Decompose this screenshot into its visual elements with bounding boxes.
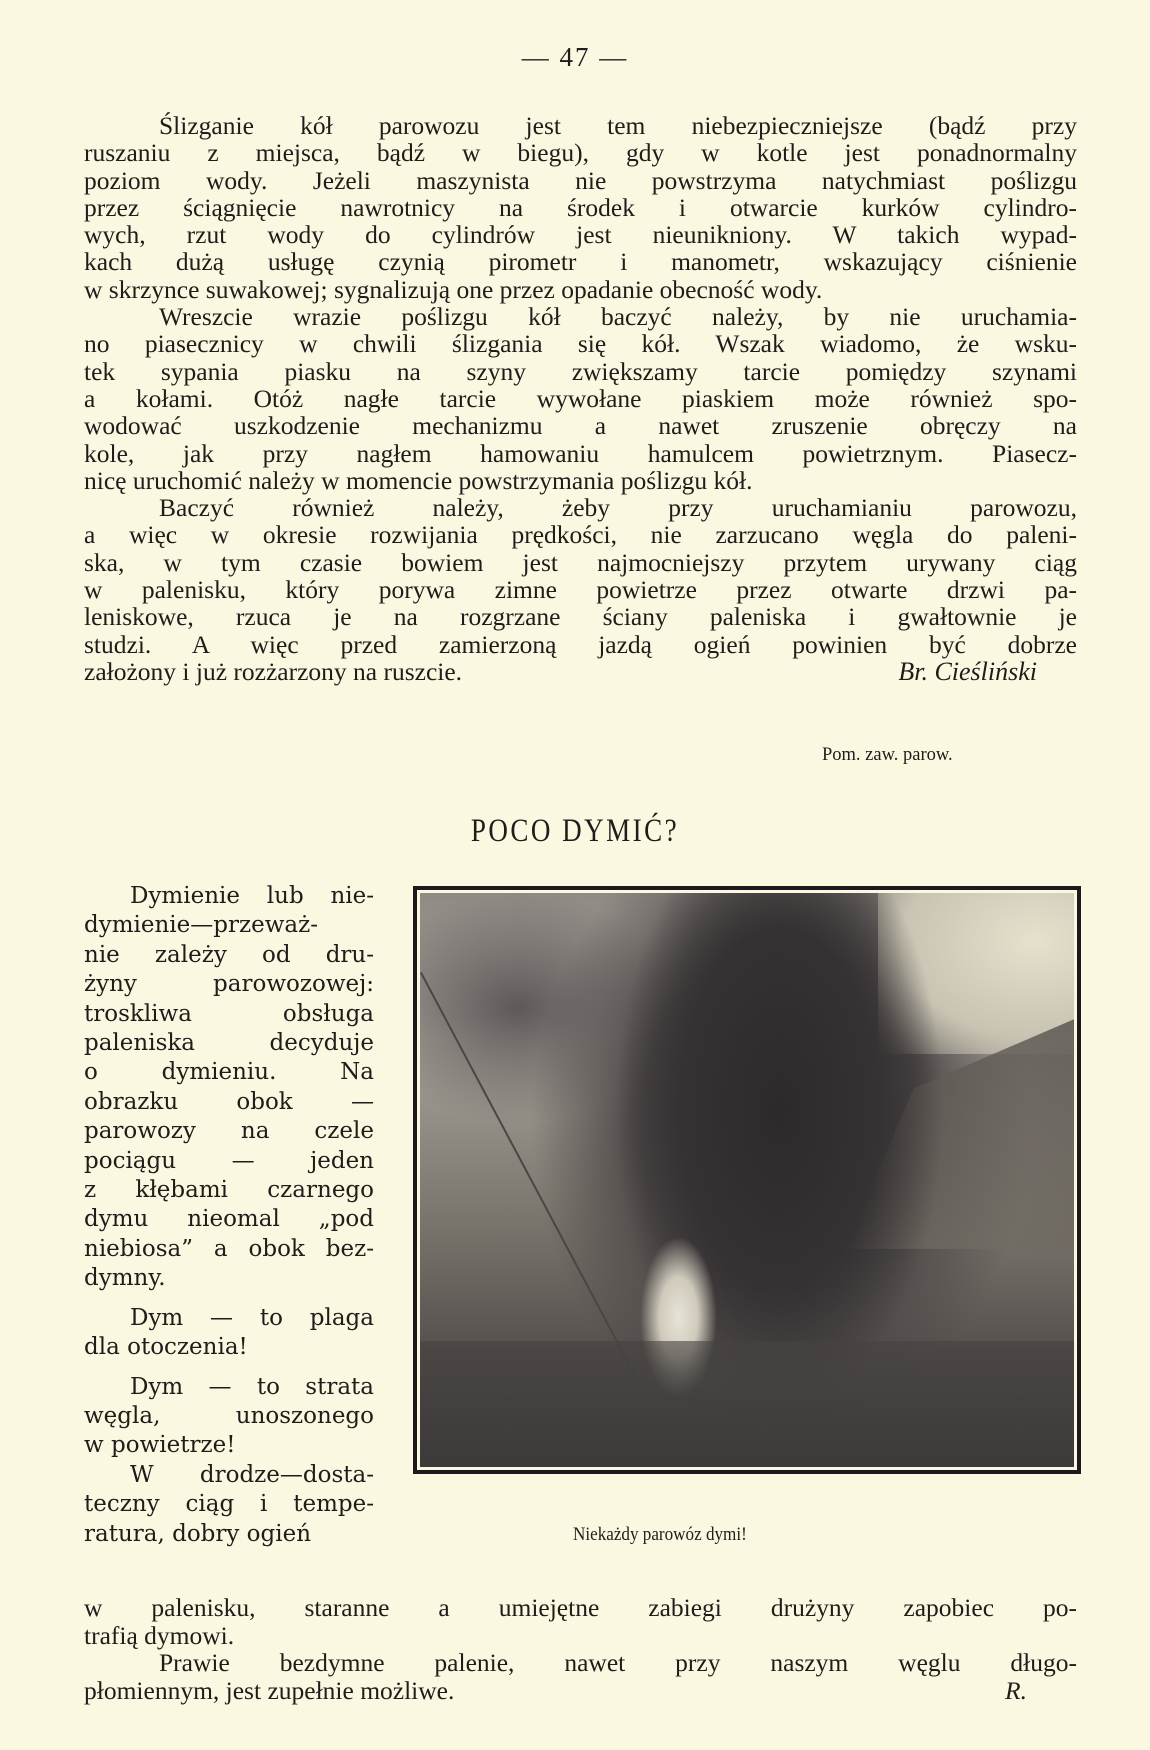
sidebar-line: ratura, dobry ogień [84,1520,312,1547]
article-sidebar-text [84,882,374,1549]
sidebar-line: nie zależy od dru- [84,941,374,968]
paragraph-line: Ślizganie kół parowozu jest tem niebezpieczniejsze (bądź przy [159,111,1077,140]
paragraph-line: wych, rzut wody do cylindrów jest nieunikniony. W takich wypad- [84,220,1077,250]
sidebar-line: o dymieniu. Na [84,1059,374,1086]
paragraph-line: w palenisku, staranne a umiejętne zabiegi drużyny zapobiec po- [84,1593,1077,1623]
page-number: — 47 — [521,42,629,72]
sidebar-line: niebiosa” a obok bez- [84,1235,374,1262]
sidebar-line: dla otoczenia! [84,1334,248,1361]
sidebar-line: w powietrze! [84,1432,236,1459]
locomotive-smoke-photo [420,893,1074,1467]
sidebar-line: troskliwa obsługa [84,1000,374,1027]
signature-row [84,658,1077,685]
paragraph-line: poziom wody. Jeżeli maszynista nie powstrzyma natychmiast poślizgu [84,165,1077,195]
article-wheel-slip [84,112,1077,685]
sidebar-line: Dymienie lub nie- [130,883,374,909]
sidebar-line: Dym — to plaga [130,1304,374,1331]
sidebar-line: dymny. [84,1265,166,1292]
sidebar-line: pociągu — jeden [84,1147,374,1174]
paragraph-line: no piasecznicy w chwili ślizgania się kół. Wszak wiadomo, że wsku- [84,329,1077,359]
paragraph-line: nicę uruchomić należy w momencie powstrzymania poślizgu kół. [84,465,753,495]
sidebar-line: dymu nieomal „pod [84,1206,374,1233]
sidebar-line: W drodze—dosta- [130,1461,374,1488]
paragraph-line: ruszaniu z miejsca, bądź w biegu), gdy w kotle jest ponadnormalny [84,138,1077,168]
paragraph-line: a kołami. Otóż nagłe tarcie wywołane piaskiem może również spo- [84,383,1077,413]
paragraph-line: przez ściągnięcie nawrotnicy na środek i otwarcie kurków cylindro- [84,192,1077,222]
paragraph-line: płomiennym, jest zupełnie możliwe. [84,1675,455,1705]
paragraph-line: tek sypania piasku na szyny zwiększamy tarcie pomiędzy szynami [84,356,1077,386]
paragraph-line: leniskowe, rzuca je na rozgrzane ściany paleniska i gwałtownie je [84,602,1077,632]
sidebar-line: obrazku obok — [84,1088,374,1115]
author-role: Pom. zaw. parow. [822,745,953,765]
photo-ground [420,1341,1074,1467]
paragraph-line: studzi. A więc przed zamierzoną jazdą ogień powinien być dobrze [84,629,1077,659]
author-signature: R. [1005,1675,1027,1705]
paragraph-line: kach dużą usługę czynią pirometr i manometr, wskazujący ciśnienie [84,247,1077,277]
sidebar-line: z kłębami czarnego [84,1177,374,1204]
photo-frame [413,886,1081,1474]
paragraph-line: w skrzynce suwakowej; sygnalizują one przez opadanie obecność wody. [84,274,823,304]
photo-overhead-wire [420,972,637,1378]
paragraph-line: a więc w okresie rozwijania prędkości, nie zarzucano węgla do paleni- [84,520,1077,550]
sidebar-line: parowozy na czele [84,1118,374,1145]
paragraph-line: trafią dymowi. [84,1620,235,1650]
paragraph-line: Wreszcie wrazie poślizgu kół baczyć należy, by nie uruchamia- [159,302,1077,332]
article-title: POCO DYMIĆ? [470,813,680,849]
paragraph-line: Prawie bezdymne palenie, nawet przy naszym węglu długo- [159,1648,1077,1678]
sidebar-line: żyny parowozowej: [84,971,374,998]
paragraph-line: założony i już rozżarzony na ruszcie. [84,656,463,686]
paragraph-line: wodować uszkodzenie mechanizmu a nawet zruszenie obręczy na [84,411,1077,441]
sidebar-line: węgla, unoszonego [84,1402,374,1429]
sidebar-line: paleniska decyduje [84,1030,374,1057]
photo-caption: Niekażdy parowóz dymi! [573,1524,747,1545]
article-continuation [84,1539,1077,1705]
sidebar-line: Dym — to strata [130,1373,374,1400]
paragraph-line: ska, w tym czasie bowiem jest najmocniejszy przytem urywany ciąg [84,547,1077,577]
sidebar-line: teczny ciąg i tempe- [84,1491,374,1518]
author-signature: Br. Cieśliński [898,656,1037,686]
paragraph-line-with-signature [84,1677,1077,1705]
sidebar-line: dymienie—przeważ- [84,912,319,939]
paragraph-line: Baczyć również należy, żeby przy uruchamianiu parowozu, [159,493,1077,523]
paragraph-line: kole, jak przy nagłem hamowaniu hamulcem powietrznym. Piasecz- [84,438,1077,468]
paragraph-line: w palenisku, który porywa zimne powietrze przez otwarte drzwi pa- [84,575,1077,605]
